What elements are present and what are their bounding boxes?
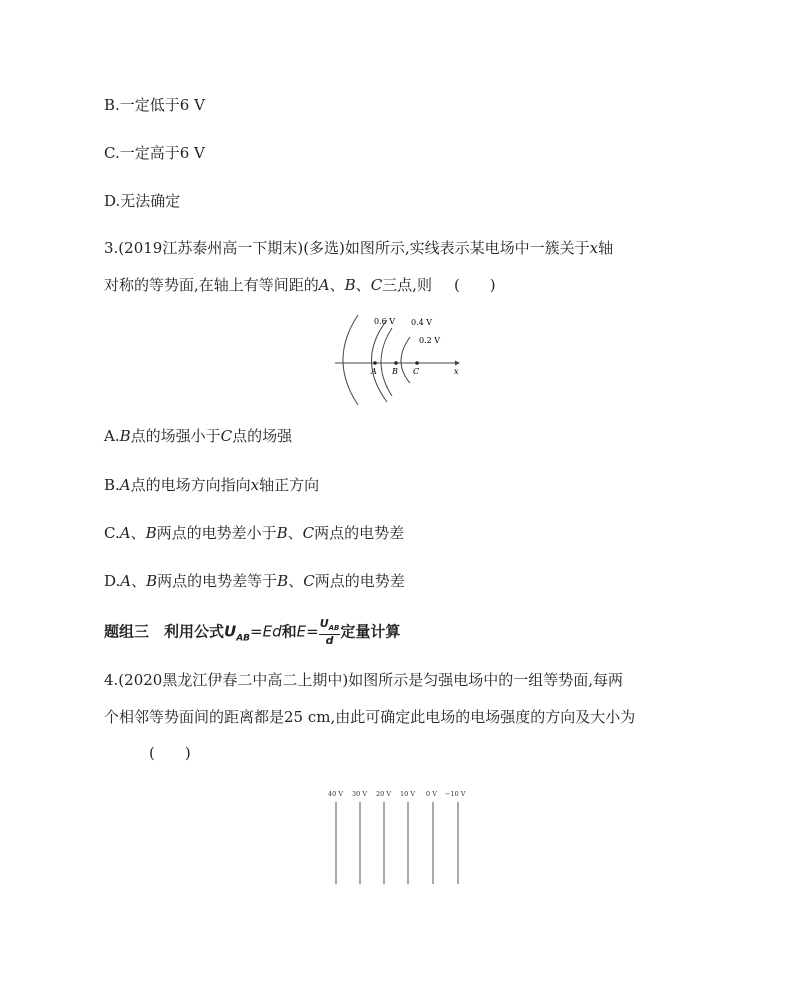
formula-e: E	[296, 622, 307, 641]
option-text: 轴正方向	[259, 476, 320, 494]
frac-den: d	[325, 634, 334, 648]
point-label: A	[119, 476, 131, 494]
q3-point-a: A	[318, 276, 330, 294]
q3-stem-text2: 对称的等势面,在轴上有等间距的	[104, 276, 319, 294]
q3-option-c	[104, 523, 404, 543]
equipotential-curve-04-inner	[381, 328, 392, 396]
label-06v: 0.6 V	[374, 317, 396, 326]
heading-suffix: 定量计算	[340, 622, 401, 641]
label-point-a: A	[371, 367, 377, 376]
sep: 、	[287, 524, 303, 542]
point-label: A	[119, 524, 131, 542]
q3-sep: 、	[355, 276, 371, 294]
equipotential-curve-04-outer	[372, 320, 388, 402]
option-c-q2: C.一定高于6 V	[104, 144, 205, 162]
q4-stem-line2: 个相邻等势面间的距离都是25 cm,由此可确定此电场的电场强度的方向及大小为	[104, 708, 636, 726]
sep: 、	[130, 524, 146, 542]
label-minus10v: −10 V	[445, 790, 466, 798]
q4-stem-line1: 4.(2020黑龙江伊春二中高二上期中)如图所示是匀强电场中的一组等势面,每两	[104, 671, 623, 689]
formula-ed: =Ed	[250, 622, 282, 641]
point-label: B	[119, 427, 131, 445]
q4-answer-paren: ( )	[149, 744, 191, 762]
frac-num-sub: AB	[328, 624, 340, 633]
option-text: 两点的电势差小于	[156, 524, 277, 542]
option-text: 两点的电势差	[314, 524, 405, 542]
axis-label: x	[250, 476, 260, 494]
point-label: B	[277, 572, 289, 590]
option-prefix: D.	[104, 572, 121, 590]
formula-u: U	[224, 622, 237, 641]
option-text: 两点的电势差	[314, 572, 405, 590]
equipotential-curve-02	[401, 337, 410, 383]
x-axis-arrow	[455, 361, 460, 366]
point-label: A	[120, 572, 132, 590]
q3-axis-var: x	[589, 239, 599, 257]
heading-prefix: 题组三 利用公式	[104, 622, 225, 641]
q3-stem-text-end: 轴	[598, 239, 614, 257]
point-c-dot	[415, 361, 419, 365]
point-label: C	[302, 524, 315, 542]
section-heading	[104, 618, 400, 652]
q3-point-c: C	[370, 276, 383, 294]
q3-option-d	[104, 571, 405, 591]
q3-answer-paren: ( )	[453, 276, 496, 294]
label-30v: 30 V	[352, 790, 368, 798]
q3-stem-line1	[104, 238, 613, 258]
option-prefix: C.	[104, 524, 120, 542]
q3-point-b: B	[344, 276, 356, 294]
label-0v: 0 V	[426, 790, 437, 798]
formula-fraction	[319, 618, 341, 646]
q3-stem-line2	[104, 275, 496, 295]
label-40v: 40 V	[328, 790, 344, 798]
q3-stem-text: 3.(2019江苏泰州高一下期末)(多选)如图所示,实线表示某电场中一簇关于	[104, 239, 590, 257]
sep: 、	[131, 572, 147, 590]
option-prefix: A.	[104, 427, 120, 445]
option-text: 点的场强小于	[130, 427, 221, 445]
heading-and: 和	[281, 622, 297, 641]
option-d-q2: D.无法确定	[104, 192, 181, 210]
sep: 、	[288, 572, 304, 590]
label-point-b: B	[392, 367, 398, 376]
option-prefix: B.	[104, 476, 120, 494]
label-02v: 0.2 V	[419, 336, 441, 345]
q3-stem-end: 三点,则	[382, 276, 432, 294]
point-label: C	[303, 572, 315, 590]
q4-equipotential-figure	[324, 788, 474, 888]
label-04v: 0.4 V	[411, 318, 433, 327]
label-x-axis: x	[454, 367, 459, 376]
frac-num: U	[319, 617, 329, 630]
label-point-c: C	[413, 367, 420, 376]
q3-option-b	[104, 475, 319, 495]
label-20v: 20 V	[376, 790, 392, 798]
q3-equipotential-figure	[330, 310, 470, 410]
point-label: B	[276, 524, 288, 542]
formula-u-sub: AB	[236, 633, 251, 644]
equipotential-curve-06	[343, 315, 358, 405]
option-b-q2: B.一定低于6 V	[104, 96, 205, 114]
label-10v: 10 V	[400, 790, 416, 798]
option-text: 点的场强	[232, 427, 293, 445]
point-label: B	[145, 524, 157, 542]
option-text: 点的电场方向指向	[130, 476, 251, 494]
point-a-dot	[373, 361, 377, 365]
point-label: B	[146, 572, 158, 590]
point-label: C	[220, 427, 233, 445]
point-b-dot	[394, 361, 398, 365]
formula-eq: =	[306, 622, 319, 641]
option-text: 两点的电势差等于	[157, 572, 278, 590]
q3-sep: 、	[329, 276, 345, 294]
q3-option-a	[104, 426, 292, 446]
